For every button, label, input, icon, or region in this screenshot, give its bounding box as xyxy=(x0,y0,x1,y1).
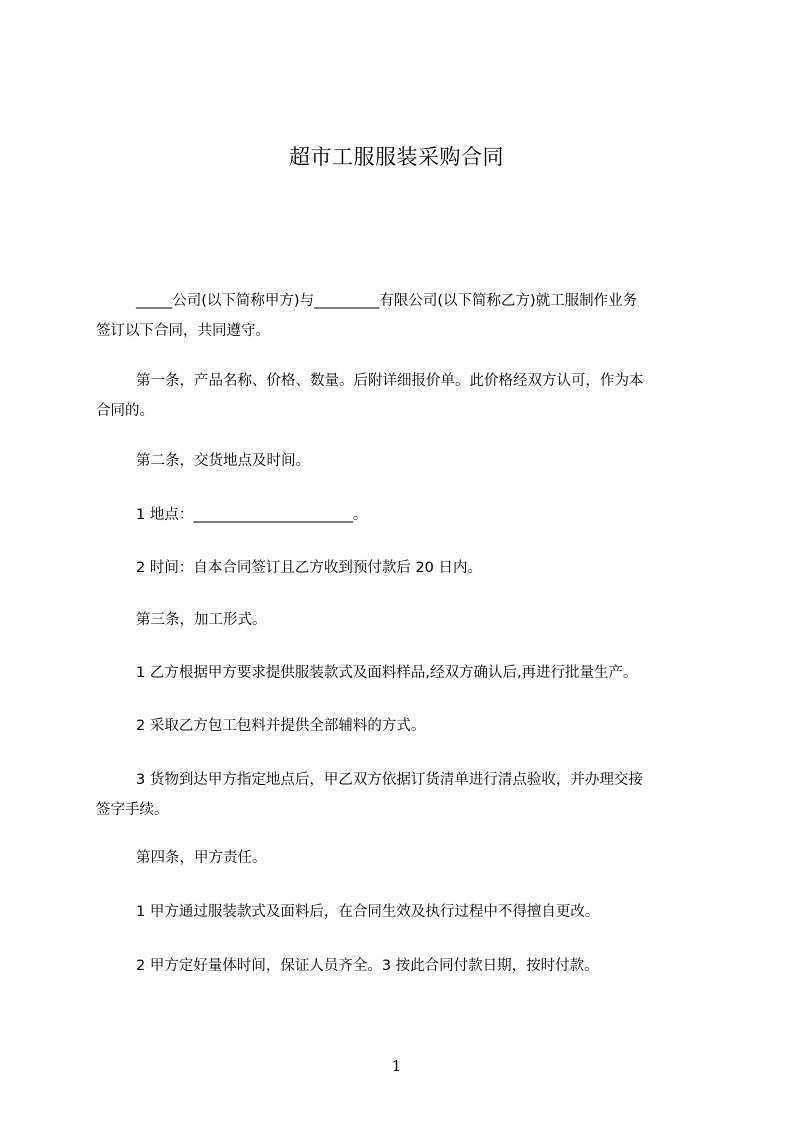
paragraph-location xyxy=(136,500,704,530)
document-title: 超市工服服装采购合同 xyxy=(289,145,504,169)
paragraph-article-1 xyxy=(96,366,704,426)
paragraph-article-4-item-1 xyxy=(136,897,704,927)
paragraph-article-3-item-2 xyxy=(136,711,704,741)
paragraph-time xyxy=(136,553,704,583)
page-number: 1 xyxy=(391,1057,402,1075)
paragraph-line: 签字手续。 xyxy=(96,802,169,818)
paragraph-line: 第二条，交货地点及时间。 xyxy=(136,453,310,469)
paragraph-article-4 xyxy=(136,843,704,873)
paragraph-line: 2 甲方定好量体时间，保证人员齐全。3 按此合同付款日期，按时付款。 xyxy=(136,958,599,974)
paragraph-line: _____公司(以下简称甲方)与_________有限公司(以下简称乙方)就工服制作业务 xyxy=(136,293,638,309)
paragraph-article-2 xyxy=(136,446,704,476)
paragraph-article-3-item-1 xyxy=(136,658,704,688)
paragraph-line: 第四条，甲方责任。 xyxy=(136,850,267,866)
paragraph-line: 1 地点：______________________。 xyxy=(136,507,368,523)
paragraph-line: 3 货物到达甲方指定地点后，甲乙双方依据订货清单进行清点验收，并办理交接 xyxy=(136,772,643,788)
paragraph-line: 2 采取乙方包工包料并提供全部辅料的方式。 xyxy=(136,718,426,734)
paragraph-line: 第一条，产品名称、价格、数量。后附详细报价单。此价格经双方认可，作为本 xyxy=(136,373,644,389)
paragraph-article-3-item-3 xyxy=(96,765,704,825)
paragraph-line: 签订以下合同，共同遵守。 xyxy=(96,323,270,339)
paragraph-line: 合同的。 xyxy=(96,403,154,419)
paragraph-line: 1 甲方通过服装款式及面料后，在合同生效及执行过程中不得擅自更改。 xyxy=(136,904,600,920)
paragraph-article-3 xyxy=(136,605,704,635)
paragraph-line: 2 时间：自本合同签订且乙方收到预付款后 20 日内。 xyxy=(136,560,483,576)
paragraph-line: 第三条，加工形式。 xyxy=(136,612,267,628)
paragraph-line: 1 乙方根据甲方要求提供服装款式及面料样品,经双方确认后,再进行批量生产。 xyxy=(136,665,638,681)
paragraph-parties xyxy=(96,286,704,346)
paragraph-article-4-item-2 xyxy=(136,951,704,981)
